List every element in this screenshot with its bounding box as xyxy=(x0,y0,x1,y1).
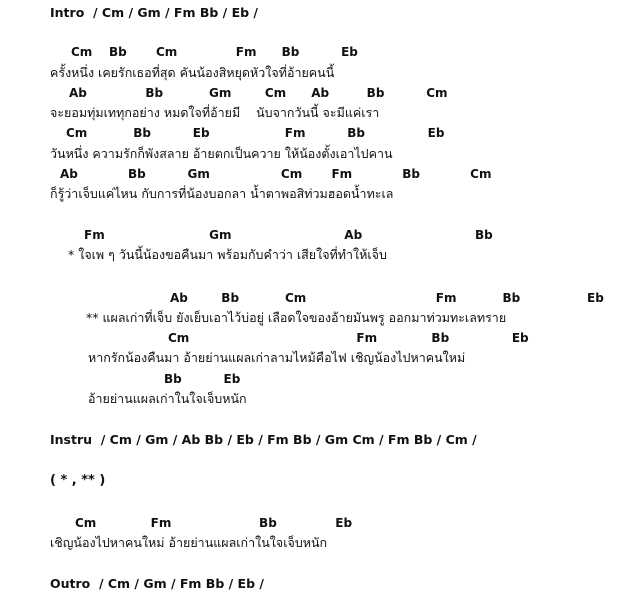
hook-chords-1: Ab Bb Cm Fm Bb Eb xyxy=(170,291,604,305)
instru-line: Instru / Cm / Gm / Ab Bb / Eb / Fm Bb / Gm Cm / Fm Bb / Cm / xyxy=(50,432,477,447)
ending-lyric: เชิญน้องไปหาคนใหม่ อ้ายย่านแผลเก่าในใจเจ็บหนัก xyxy=(50,535,328,550)
verse1-lyric-4: ก็รู้ว่าเจ็บแค่ไหน กับการที่น้องบอกลา น้ำตาพอสิท่วมฮอดน้ำทะเล xyxy=(50,186,394,201)
outro-line: Outro / Cm / Gm / Fm Bb / Eb / xyxy=(50,576,264,591)
verse1-chords-3: Cm Bb Eb Fm Bb Eb xyxy=(66,126,445,140)
verse1-chords-1: Cm Bb Cm Fm Bb Eb xyxy=(71,45,358,59)
repeat-marker: ( * , ** ) xyxy=(50,473,106,488)
hook-lyric-1: ** แผลเก่าที่เจ็บ ยังเย็บเอาไว้บ่อยู่ เลือดใจของอ้ายมันพรู ออกมาท่วมทะเลทราย xyxy=(86,310,507,325)
hook-chords-3: Bb Eb xyxy=(164,372,241,386)
verse1-lyric-2: จะยอมทุ่มเททุกอย่าง หมดใจที่อ้ายมี นับจากวันนี้ จะมีแค่เรา xyxy=(50,105,380,120)
verse1-chords-2: Ab Bb Gm Cm Ab Bb Cm xyxy=(69,86,448,100)
hook-lyric-2: หากรักน้องคืนมา อ้ายย่านแผลเก่าลามไหม้คือไฟ เชิญน้องไปหาคนใหม่ xyxy=(88,350,466,365)
hook-chords-2: Cm Fm Bb Eb xyxy=(168,331,529,345)
ending-chords: Cm Fm Bb Eb xyxy=(75,516,353,530)
chorus-lyric: * ใจเพ ๆ วันนี้น้องขอคืนมา พร้อมกับคำว่า เสียใจที่ทำให้เจ็บ xyxy=(68,247,387,262)
intro-line: Intro / Cm / Gm / Fm Bb / Eb / xyxy=(50,5,258,20)
verse1-lyric-3: วันหนึ่ง ความรักก็พังสลาย อ้ายตกเป็นควาย ให้น้องตั้งเอาไปคาน xyxy=(50,146,393,161)
verse1-lyric-1: ครั้งหนึ่ง เคยรักเธอที่สุด คันน้องสิหยุดหัวใจที่อ้ายคนนี้ xyxy=(50,65,335,80)
chorus-chords: Fm Gm Ab Bb xyxy=(84,228,493,242)
verse1-chords-4: Ab Bb Gm Cm Fm Bb Cm xyxy=(60,167,492,181)
hook-lyric-3: อ้ายย่านแผลเก่าในใจเจ็บหนัก xyxy=(88,391,247,406)
